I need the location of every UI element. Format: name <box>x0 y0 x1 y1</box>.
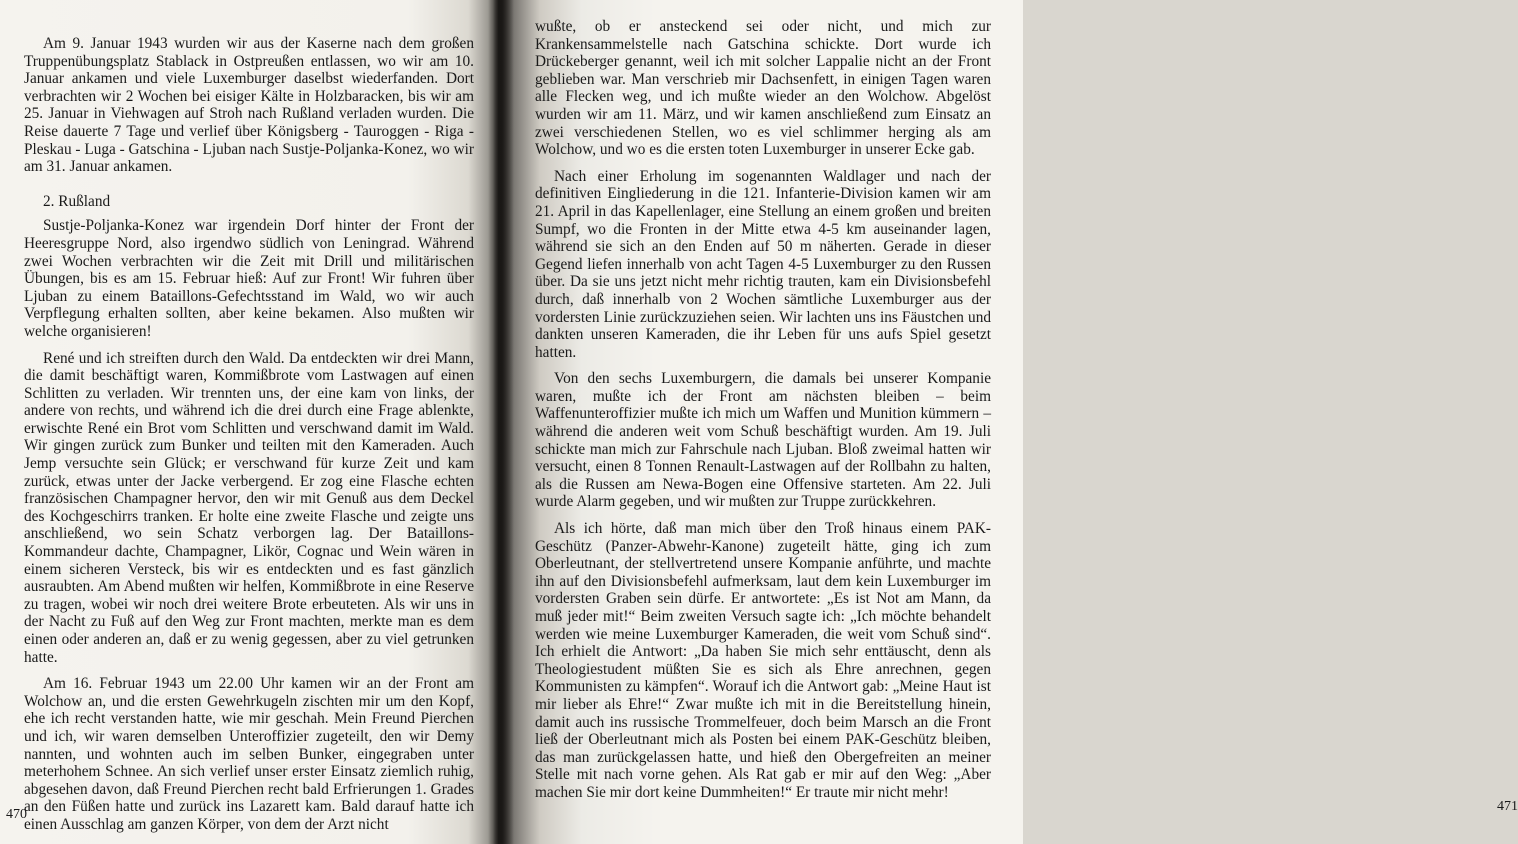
paragraph: Am 9. Januar 1943 wurden wir aus der Kaserne nach dem großen Truppenübungsplatz Stablack in Ostpreußen entlassen, wo wir am 10. Januar ankamen und viele Luxemburger daselbst wiederfanden. Dort verbrachten wir 2 Wochen bei eisiger Kälte in Holzbaracken, bis wir am 25. Januar in Viehwagen auf Stroh nach Rußland verladen wurden. Die Reise dauerte 7 Tage und verlief über Königsberg - Tauroggen - Riga - Pleskau - Luga - Gatschina - Ljuban nach Sustje-Poljanka-Konez, wo wir am 31. Januar ankamen. <box>24 35 474 176</box>
page-number-right: 471 <box>1497 799 1518 814</box>
paragraph: wußte, ob er ansteckend sei oder nicht, und mich zur Krankensammelstelle nach Gatschina schickte. Dort wurde ich Drückeberger genannt, weil ich mit solcher Lappalie nicht an der Front geblieben war. Man verschrieb mir Dachsenfett, in einigen Tagen waren alle Flecken weg, und ich mußte wieder an den Wolchow. Abgelöst wurden wir am 11. März, und wir kamen anschließend zum Einsatz an zwei verschiedenen Stellen, wo es viel schlimmer herging als am Wolchow, und wo es die ersten toten Luxemburger in unserer Ecke gab. <box>535 18 991 159</box>
paragraph: Als ich hörte, daß man mich über den Troß hinaus einem PAK-Geschütz (Panzer-Abwehr-Kanone) zugeteilt hätte, ging ich zum Oberleutnant, der stellvertretend unsere Kompanie anführte, und machte ihn auf den Divisionsbefehl aufmerksam, laut dem kein Luxemburger im vordersten Graben sein dürfe. Er antwortete: „Es ist Not am Mann, da muß jeder mit!“ Beim zweiten Versuch sagte ich: „Ich möchte behandelt werden wie meine Luxemburger Kameraden, die weit vom Schuß sind“. Ich erhielt die Antwort: „Da haben Sie mich sehr enttäuscht, denn als Theologiestudent müßten Sie es sich als Ehre anrechnen, gegen Kommunisten zu kämpfen“. Worauf ich die Antwort gab: „Meine Haut ist mir lieber als Ehre!“ Zwar mußte ich mit in die Bereitstellung hinein, damit auch ins russische Trommelfeuer, doch beim Marsch an die Front ließ der Oberleutnant mich als Posten bei einem PAK-Geschütz bleiben, das man zurückgelassen hatte, und hieß den Obergefreiten an meiner Stelle mit nach vorne gehen. Als Rat gab er mir auf den Weg: „Aber machen Sie mir dort keine Dummheiten!“ Er traute mir nicht mehr! <box>535 520 991 801</box>
section-heading: 2. Rußland <box>43 192 111 210</box>
paragraph: Am 16. Februar 1943 um 22.00 Uhr kamen wir an der Front am Wolchow an, und die ersten Gewehrkugeln zischten mir um den Kopf, ehe ich recht verstanden hatte, wie mir geschah. Mein Freund Pierchen und ich, wir waren demselben Unteroffizier zugeteilt, den wir Demy nannten, und wohnten auch im selben Bunker, eingegraben unter meterhohem Schnee. An sich verlief unser erster Einsatz ziemlich ruhig, abgesehen davon, daß Freund Pierchen recht bald Erfrierungen 1. Grades an den Füßen hatte und zurück ins Lazarett kam. Bald darauf hatte ich einen Ausschlag am ganzen Körper, von dem der Arzt nicht <box>24 675 474 833</box>
page-number-left: 470 <box>6 807 27 822</box>
paragraph: René und ich streiften durch den Wald. Da entdeckten wir drei Mann, die damit beschäftigt waren, Kommißbrote vom Lastwagen auf einen Schlitten zu verladen. Wir trennten uns, der eine kam von links, der andere von rechts, und während ich die drei durch eine Frage ablenkte, erwischte René ein Brot vom Schlitten und verschwand damit im Wald. Wir gingen zurück zum Bunker und teilten mit den Kameraden. Auch Jemp versuchte sein Glück; er verschwand für kurze Zeit und kam zurück, etwas unter der Jacke verbergend. Er zog eine Flasche echten französischen Champagner hervor, den wir mit Genuß aus dem Deckel des Kochgeschirrs tranken. Er holte eine zweite Flasche und zeigte uns anschließend, wo sein Schatz verborgen lag. Der Bataillons-Kommandeur dachte, Champagner, Likör, Cognac und Wein wären in einem sicheren Versteck, bis wir es entdeckten und es fast gänzlich ausraubten. Am Abend mußten wir helfen, Kommißbrote in eine Reserve zu tragen, wobei wir noch drei weitere Brote erbeuteten. Als wir uns in der Nacht zu Fuß auf den Weg zur Front machten, merkte man es dem einen oder anderen an, daß er zu wenig gegessen, aber zu viel getrunken hatte. <box>24 349 474 666</box>
right-page-text <box>535 18 991 811</box>
left-page <box>0 0 498 844</box>
paragraph: Sustje-Poljanka-Konez war irgendein Dorf hinter der Front der Heeresgruppe Nord, also irgendwo südlich von Leningrad. Während zwei Wochen verbrachten wir die Zeit mit Drill und militärischen Übungen, bis es am 15. Februar hieß: Auf zur Front! Wir fuhren über Ljuban zu einem Bataillons-Gefechtsstand im Wald, wo wir auch Verpflegung erhalten sollten, aber keine bekamen. Also mußten wir welche organisieren! <box>24 217 474 340</box>
paragraph: Von den sechs Luxemburgern, die damals bei unserer Kompanie waren, mußte ich der Front am nächsten bleiben – beim Waffenunteroffizier mußte ich mich um Waffen und Munition kümmern – während die anderen weit vom Schuß beschäftigt wurden. Am 19. Juli schickte man mich zur Fahrschule nach Ljuban. Bloß zweimal hatten wir versucht, einen 8 Tonnen Renault-Lastwagen auf der Rollbahn zu halten, als die Russen am Newa-Bogen eine Offensive starteten. Am 22. Juli wurde Alarm gegeben, und wir mußten zur Truppe zurückkehren. <box>535 370 991 511</box>
left-page-text <box>24 35 474 843</box>
paragraph: Nach einer Erholung im sogenannten Waldlager und nach der definitiven Eingliederung in die 121. Infanterie-Division kamen wir am 21. April in das Kapellenlager, eine Stellung an einem großen und breiten Sumpf, wo die Fronten in der Mitte etwa 4-5 km auseinander lagen, während sie sich an den Enden auf 50 m näherten. Gerade in dieser Gegend liefen innerhalb von acht Tagen 4-5 Luxemburger zu den Russen über. Da sie uns jetzt nicht mehr richtig trauten, kam ein Divisionsbefehl durch, daß innerhalb von 2 Wochen sämtliche Luxemburger aus der vordersten Linie zurückzuziehen seien. Wir lachten uns ins Fäustchen und dankten unseren Kameraden, die ihr Leben für uns aufs Spiel gesetzt hatten. <box>535 167 991 361</box>
book-gutter-shadow <box>488 0 514 844</box>
